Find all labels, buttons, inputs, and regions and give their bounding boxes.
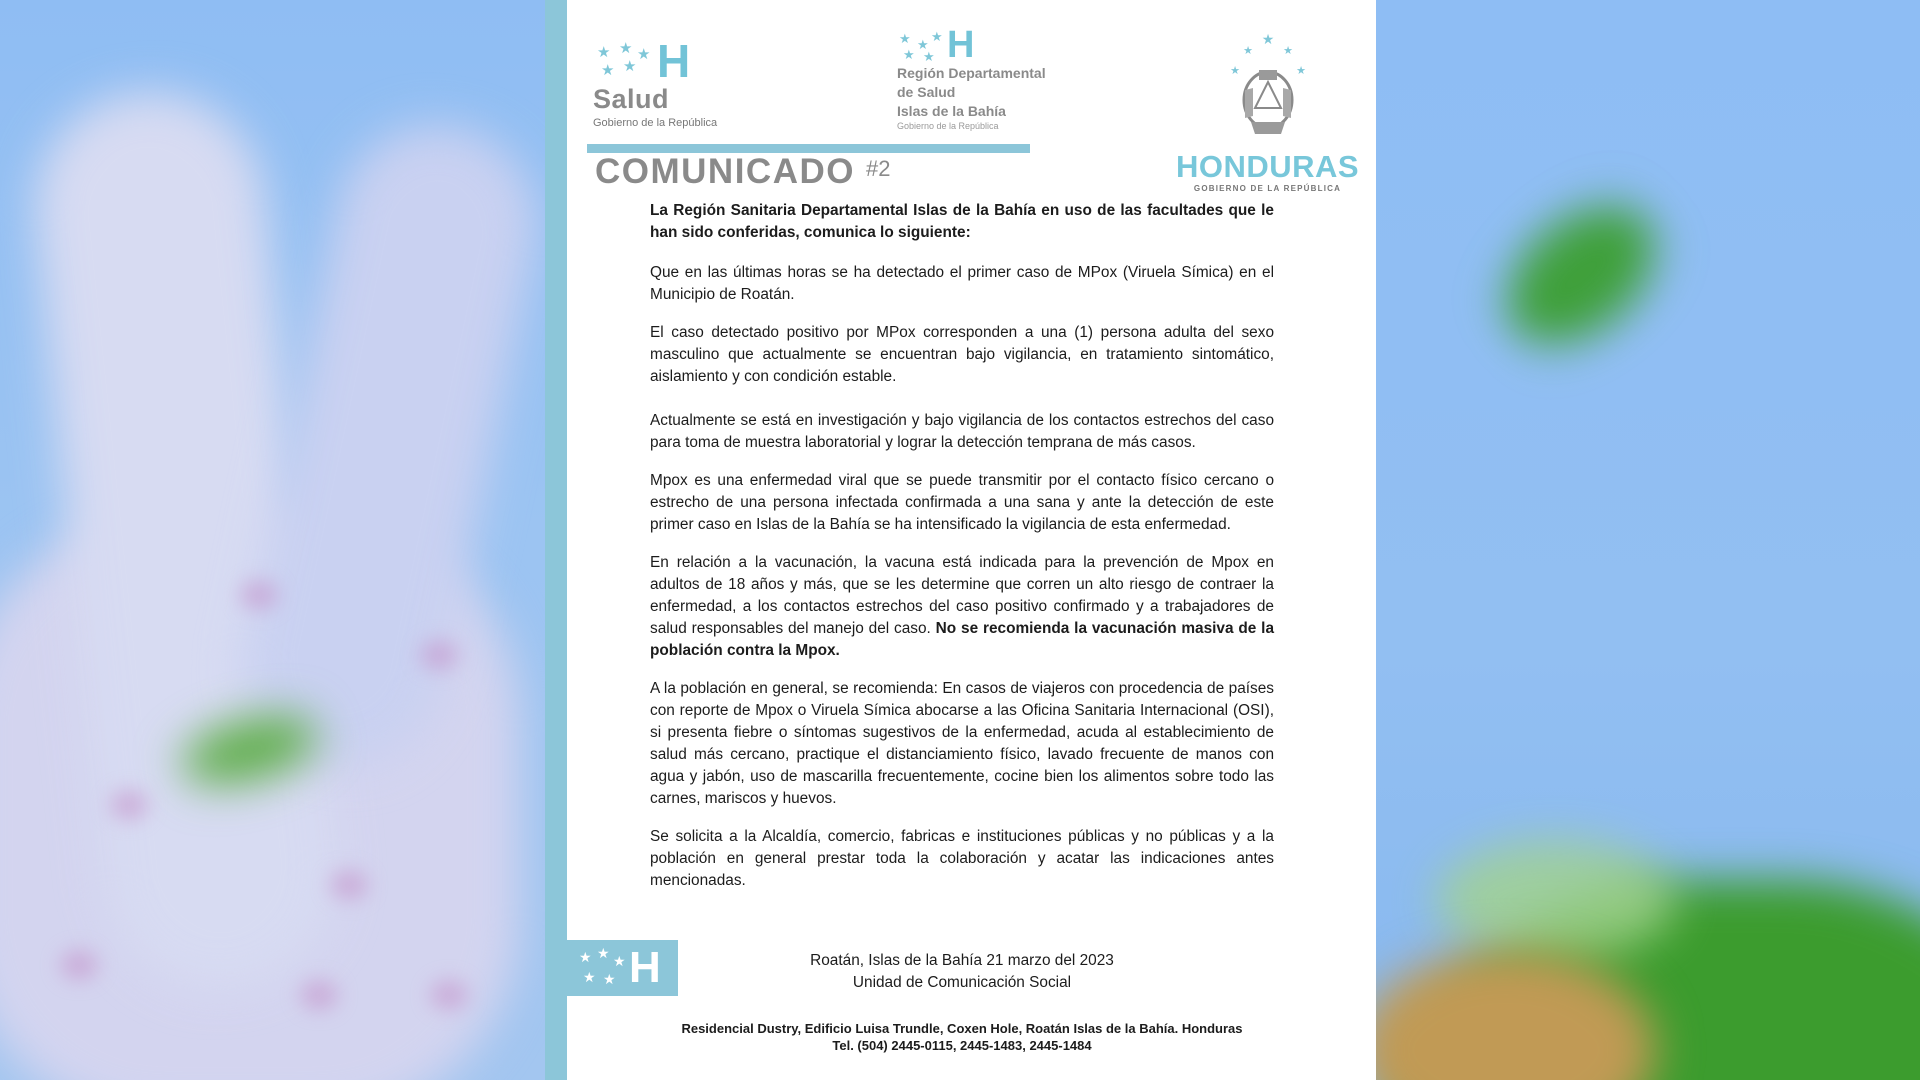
paragraph-2: El caso detectado positivo por MPox corresponden a una (1) persona adulta del sexo masculino que actualmente se encuentran bajo vigilancia, en tratamiento sintomático, aislamiento y con condición estable. <box>650 324 1274 385</box>
issuing-unit: Unidad de Comunicación Social <box>852 974 1072 991</box>
footer-contact <box>605 1020 1319 1054</box>
honduras-subtitle: GOBIERNO DE LA REPÚBLICA <box>1193 184 1342 193</box>
star-icon: ★ <box>603 971 616 987</box>
press-release-document <box>545 0 1376 1080</box>
stars-icon: ★ ★ ★ ★ ★ <box>899 29 943 64</box>
svg-text:★: ★ <box>1282 45 1293 57</box>
left-accent-bar <box>545 0 567 1080</box>
paragraph-6: A la población en general, se recomienda: En casos de viajeros con procedencia de países con reporte de Mpox o Viruela Símica abocarse a las Oficina Sanitaria Internacional (OSI), si presenta fiebre o síntomas sugestivos de la enfermedad, acuda al establecimiento de salud más cercano, practique el distanciamiento físico, lavado frecuente de manos con agua y jabón, uso de mascarilla frecuentemente, cocine bien los alimentos sobre todo las carnes, mariscos y huevos. <box>650 680 1274 807</box>
paragraph-7: Se solicita a la Alcaldía, comercio, fabricas e instituciones públicas y no públicas y a la población en general prestar toda la colaboración y acatar las indicaciones antes mencionadas. <box>650 828 1274 889</box>
footer-address: Residencial Dustry, Edificio Luisa Trundle, Coxen Hole, Roatán Islas de la Bahía. Honduras <box>681 1021 1243 1036</box>
paragraph-4: Mpox es una enfermedad viral que se puede transmitir por el contacto físico cercano o estrecho de una persona infectada confirmada a una sana y ante la detección de este primer caso en Islas de la Bahía se ha intensificado la vigilancia de esta enfermedad. <box>650 472 1274 533</box>
svg-text:★: ★ <box>1242 45 1253 57</box>
honduras-word: HONDURAS <box>1175 149 1360 184</box>
star-icon: ★ <box>579 949 592 965</box>
region-h-mark: H <box>947 24 975 66</box>
salud-h-mark: H <box>657 35 691 87</box>
star-icon: ★ <box>613 953 626 969</box>
paragraph-3: Actualmente se está en investigación y bajo vigilancia de los contactos estrechos del caso para toma de muestra laboratorial y lograr la detección temprana de más casos. <box>650 412 1274 451</box>
region-line-2: de Salud <box>897 84 956 100</box>
background-left-blurred <box>0 0 545 1080</box>
coat-of-arms-icon <box>1223 30 1313 150</box>
salud-logo <box>593 35 743 129</box>
region-subtitle: Gobierno de la República <box>897 121 999 131</box>
communique-number: #2 <box>866 156 891 181</box>
paragraph-5 <box>650 552 1274 662</box>
page-title: COMUNICADO <box>595 152 855 191</box>
star-icon: ★ <box>597 945 610 961</box>
stars-icon: ★ ★ ★ ★ ★ <box>597 40 651 79</box>
region-name <box>897 64 1067 121</box>
honduras-logo <box>1175 30 1360 193</box>
region-logo <box>897 24 1067 131</box>
region-line-3: Islas de la Bahía <box>897 103 1006 119</box>
salud-subtitle: Gobierno de la República <box>593 117 718 129</box>
footer-phone: Tel. (504) 2445-0115, 2445-1483, 2445-1484 <box>832 1038 1092 1053</box>
footer-h-mark: H <box>629 943 661 992</box>
signature-block <box>650 950 1274 994</box>
paragraph-5-bold: No se recomienda la vacunación masiva de la población contra la Mpox. <box>650 620 1275 659</box>
communique-body <box>650 200 1274 908</box>
svg-text:★: ★ <box>1295 65 1306 77</box>
region-line-1: Región Departamental <box>897 65 1046 81</box>
svg-text:★: ★ <box>1261 31 1274 47</box>
star-icon: ★ <box>583 969 596 985</box>
svg-text:★: ★ <box>1229 65 1240 77</box>
place-date: Roatán, Islas de la Bahía 21 marzo del 2023 <box>810 952 1114 969</box>
paragraph-5-text: En relación a la vacunación, la vacuna está indicada para la prevención de Mpox en adultos de 18 años y más, que se les determine que corren un alto riesgo de contraer la enfermedad, a los contactos estrechos del caso positivo confirmado y a trabajadores de salud responsables del manejo del caso. <box>650 554 1274 637</box>
background-right-blurred <box>1376 0 1920 1080</box>
salud-word: Salud <box>593 84 670 114</box>
intro-paragraph: La Región Sanitaria Departamental Islas de la Bahía en uso de las facultades que le han sido conferidas, comunica lo siguiente: <box>650 202 1274 241</box>
paragraph-1: Que en las últimas horas se ha detectado el primer caso de MPox (Viruela Símica) en el Municipio de Roatán. <box>650 264 1274 303</box>
